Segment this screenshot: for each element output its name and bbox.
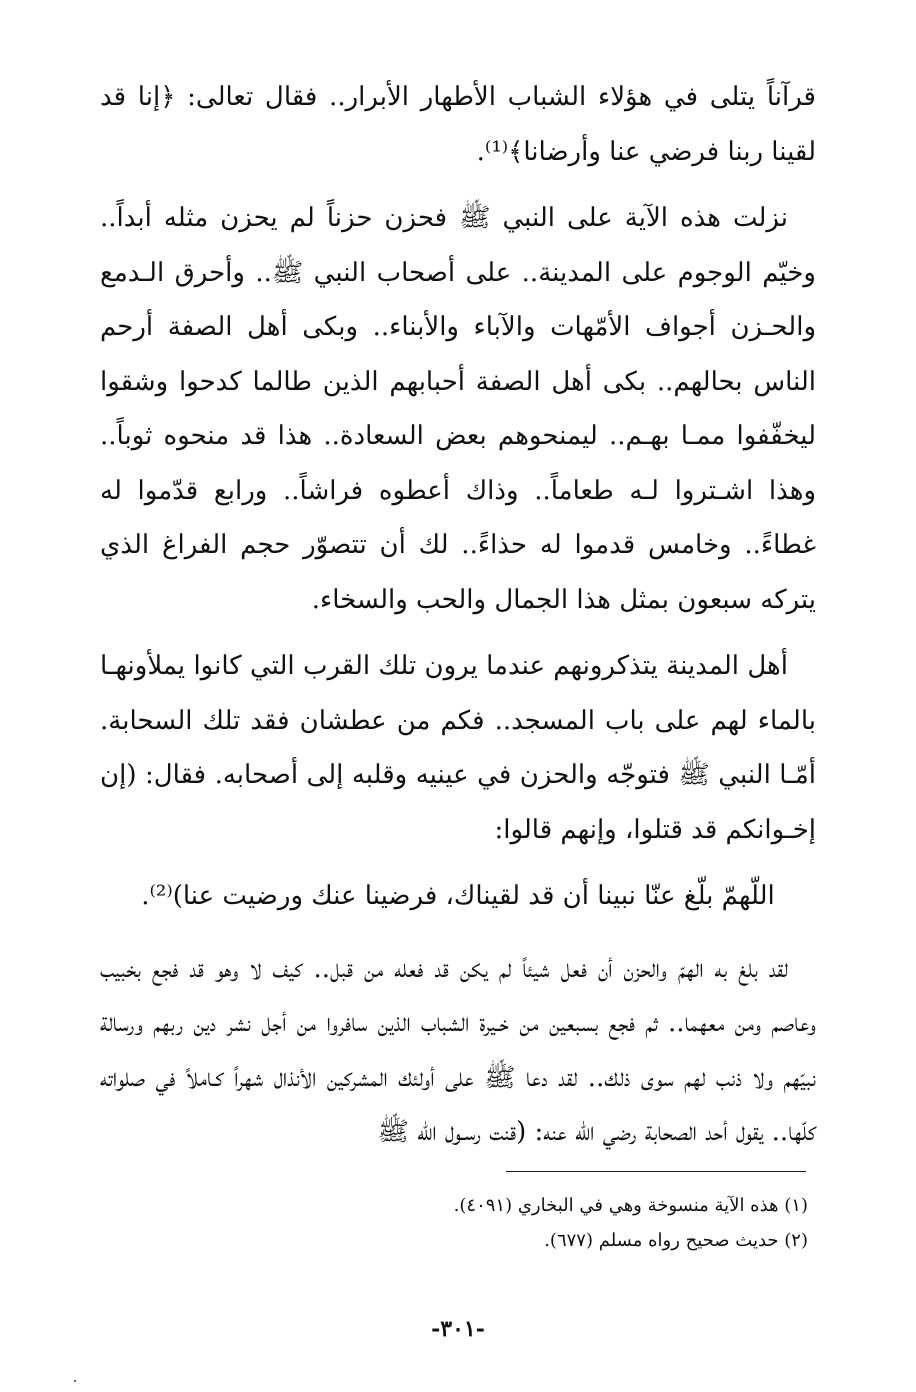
main-text	[100, 70, 816, 1172]
footnote-2: (٢) حديث صحيح رواه مسلم (٦٧٧).	[544, 1230, 808, 1251]
footnote-1: (١) هذه الآية منسوخة وهي في البخاري (٤٠٩١).	[453, 1195, 808, 1216]
footnote-separator	[506, 1171, 806, 1172]
scan-speck	[74, 1380, 76, 1382]
quoted-supplication: اللّهمّ بلّغ عنّا نبينا أن قد لقيناك، فرضينا عنك ورضيت عنا)⁽²⁾.	[141, 881, 775, 911]
paragraph-2: نزلت هذه الآية على النبي ﷺ فحزن حزناً لم يحزن مثله أبداً.. وخيّم الوجوم على المدينة.. على أصحاب النبي ﷺ.. وأحرق الـدمع والحـزن أجواف الأمّهات والآباء والأبناء.. وبكى أهل الصفة أرحم الناس بحالهم.. بكى أهل الصفة أحبابهم الذين طالما كدحوا وشقوا ليخفّفوا ممـا بهـم.. ليمنحوهم بعض السعادة.. هذا قد منحوه ثوباً.. وهذا اشـتروا لـه طعاماً.. وذاك أعطوه فراشاً.. ورابع قدّموا له غطاءً.. وخامس قدموا له حذاءً.. لك أن تتصوّر حجم الفراغ الذي يتركه سبعون بمثل هذا الجمال والحب والسخاء.	[100, 203, 816, 615]
paragraph-1: قرآناً يتلى في هؤلاء الشباب الأطهار الأبرار.. فقال تعالى: ﴿إنا قد لقينا ربنا فرضي عنا وأرضانا﴾⁽¹⁾.	[100, 82, 816, 167]
paragraph-5: لقد بلغ به الهمّ والحزن أن فعل شيئاً لم يكن قد فعله من قبل.. كيف لا وهو قد فجع بخبيب وعاصم ومن معهما.. ثم فجع بسبعين من خـيرة الشباب الذين سافروا من أجل نشر دين ربهم ورسالة نبيّهم ولا ذنب لهم سوى ذلك.. لقد دعا ﷺ على أولئك المشركين الأنذال شهراً كـاملاً في صلواته كلّها.. يقول أحد الصحابة رضي الله عنه: (قنت رسـول الله ﷺ	[100, 953, 816, 1147]
page-number: -٣٠١-	[431, 1316, 485, 1342]
paragraph-3: أهل المدينة يتذكرونهم عندما يرون تلك القرب التي كانوا يملأونهـا بالماء لهم على باب المسجد.. فكم من عطشان فقد تلك السحابة. أمّـا النبي ﷺ فتوجّه والحزن في عينيه وقلبه إلى أصحابه. فقال: (إن إخـوانكم قد قتلوا، وإنهم قالوا:	[100, 651, 816, 845]
footnotes	[208, 1188, 808, 1258]
